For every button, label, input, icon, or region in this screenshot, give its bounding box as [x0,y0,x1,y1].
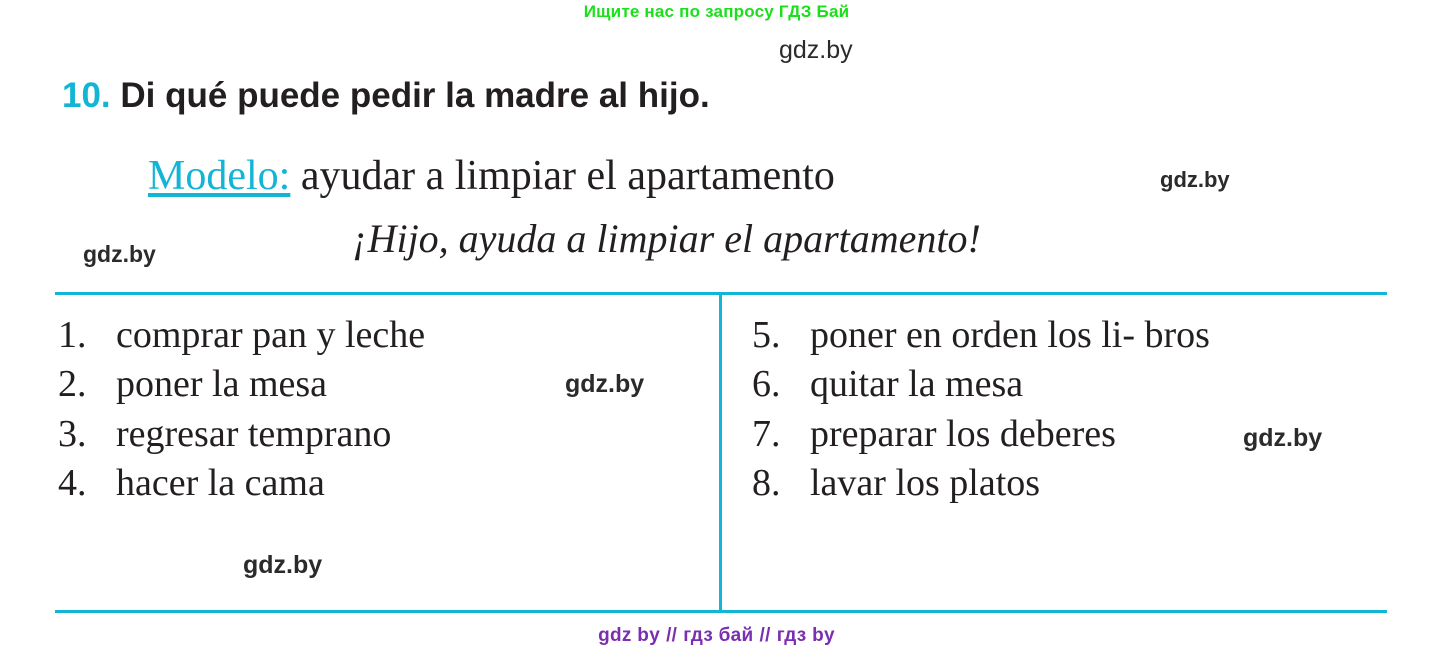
list-item-index: 4. [58,462,87,505]
footer-links [0,625,1433,647]
watermark-top: gdz.by [779,36,853,64]
list-item-text: comprar pan y leche [116,314,426,356]
list-item [58,312,698,358]
list-item-text: poner la mesa [116,363,328,406]
exercise-title: Di qué puede pedir la madre al hijo [120,76,700,115]
task-list-right [752,312,1392,509]
watermark-middle: gdz.by [565,370,645,398]
list-item-index: 5. [752,314,781,356]
list-item-text: hacer la cama [116,462,325,505]
list-item-text: quitar la mesa [810,363,1024,406]
task-list-left [58,312,698,509]
footer-item-1: gdz by [598,625,661,646]
watermark-bottom-left: gdz.by [243,551,323,579]
list-item-index: 3. [58,412,87,455]
list-item-index: 1. [58,314,87,356]
list-item-text [810,312,1392,358]
list-item-text: regresar temprano [116,412,392,455]
list-item [752,460,1392,506]
modelo-prompt: ayudar a limpiar el apartamento [290,153,835,199]
list-item [752,361,1392,407]
promo-banner: Ищите нас по запросу ГДЗ Бай [583,2,850,21]
watermark-left-upper: gdz.by [83,241,156,267]
list-item-line-1: poner en orden los li- [810,314,1136,356]
list-item-index: 2. [58,363,87,406]
footer-item-3: гдз by [776,625,835,646]
exercise-title-period: . [699,76,710,115]
watermark-modelo: gdz.by [1160,167,1230,192]
table-middle-divider [719,292,722,613]
table-bottom-divider [55,610,1387,613]
list-item-text: lavar los platos [810,462,1041,505]
exercise-heading [62,76,710,116]
watermark-right: gdz.by [1243,424,1323,452]
footer-separator-2: // [759,625,771,646]
list-item-text: preparar los deberes [810,412,1116,455]
list-item-index: 6. [752,363,781,406]
list-item-index: 8. [752,462,781,505]
list-item [752,411,1392,457]
footer-separator-1: // [666,625,678,646]
list-item [752,312,1392,358]
list-item [58,460,698,506]
modelo-line [148,152,835,200]
modelo-answer: ¡Hijo, ayuda a limpiar el apartamento! [352,216,981,261]
list-item-line-2: bros [1144,314,1210,356]
modelo-label: Modelo: [148,153,291,199]
list-item [58,361,698,407]
list-item-index: 7. [752,412,781,455]
footer-item-2: гдз бай [683,625,754,646]
list-item [58,411,698,457]
exercise-number: 10. [62,76,111,115]
